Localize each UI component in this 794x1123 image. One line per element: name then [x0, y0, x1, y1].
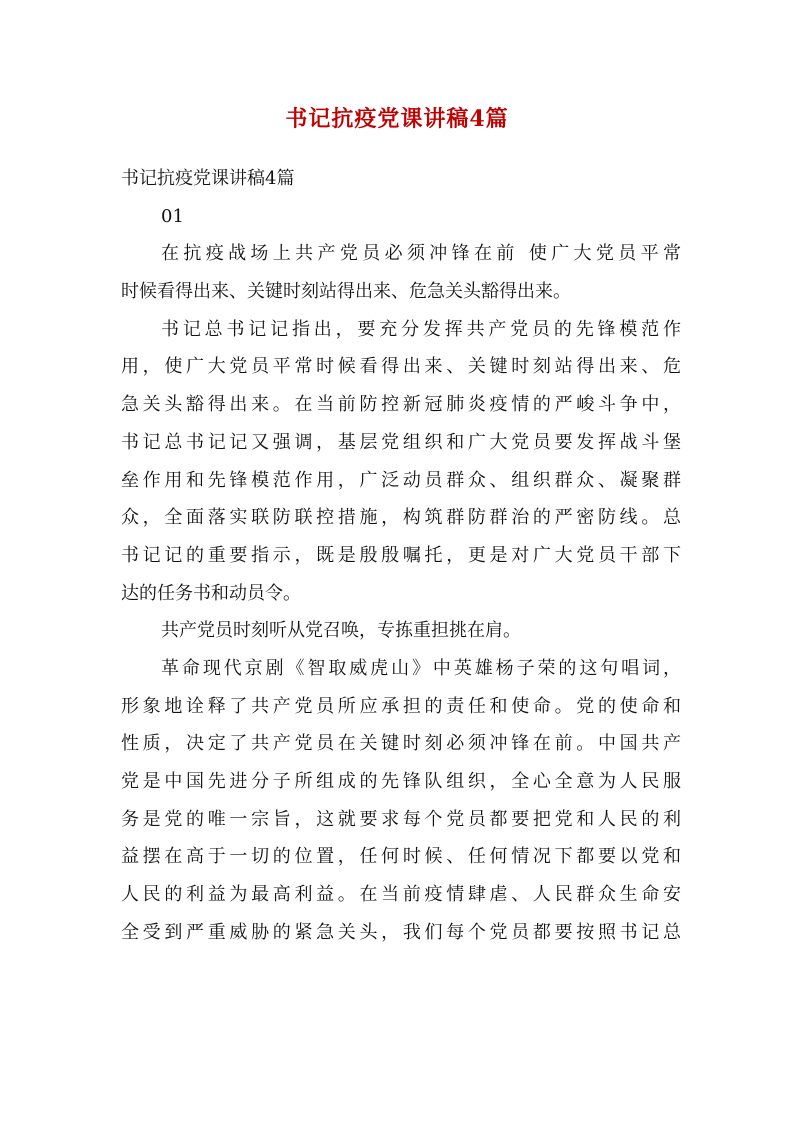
text-line: 书记记的重要指示，既是殷殷嘱托，更是对广大党员干部下 [121, 544, 681, 566]
text-line: 时候看得出来、关键时刻站得出来、危急关头豁得出来。 [121, 281, 571, 303]
text-line: 革命现代京剧《智取威虎山》中英雄杨子荣的这句唱词， [161, 657, 681, 679]
text-line: 共产党员时刻听从党召唤，专拣重担挑在肩。 [161, 620, 521, 642]
document-title: 书记抗疫党课讲稿4篇 [285, 106, 509, 132]
text-line: 垒作用和先锋模范作用，广泛动员群众、组织群众、凝聚群 [121, 469, 681, 491]
text-line: 书记总书记记又强调，基层党组织和广大党员要发挥战斗堡 [121, 431, 681, 453]
text-line: 在抗疫战场上共产党员必须冲锋在前 使广大党员平常 [161, 243, 681, 265]
text-line: 急关头豁得出来。在当前防控新冠肺炎疫情的严峻斗争中， [121, 394, 681, 416]
text-line: 01 [161, 205, 184, 227]
text-line: 性质，决定了共产党员在关键时刻必须冲锋在前。中国共产 [121, 733, 681, 755]
text-line: 众，全面落实联防联控措施，构筑群防群治的严密防线。总 [121, 507, 681, 529]
text-line: 党是中国先进分子所组成的先锋队组织，全心全意为人民服 [121, 771, 681, 792]
subtitle-line: 书记抗疫党课讲稿4篇 [121, 168, 295, 189]
text-line: 达的任务书和动员令。 [121, 582, 301, 604]
text-line: 形象地诠释了共产党员所应承担的责任和使命。党的使命和 [121, 695, 681, 717]
text-line: 益摆在高于一切的位置，任何时候、任何情况下都要以党和 [121, 846, 681, 868]
text-line: 用，使广大党员平常时候看得出来、关键时刻站得出来、危 [121, 356, 681, 378]
text-line: 务是党的唯一宗旨，这就要求每个党员都要把党和人民的利 [121, 808, 681, 830]
text-line: 人民的利益为最高利益。在当前疫情肆虐、人民群众生命安 [121, 884, 681, 906]
text-line: 书记总书记记指出，要充分发挥共产党员的先锋模范作 [161, 318, 681, 340]
text-line: 全受到严重威胁的紧急关头，我们每个党员都要按照书记总 [121, 921, 681, 943]
document-body [121, 160, 681, 951]
